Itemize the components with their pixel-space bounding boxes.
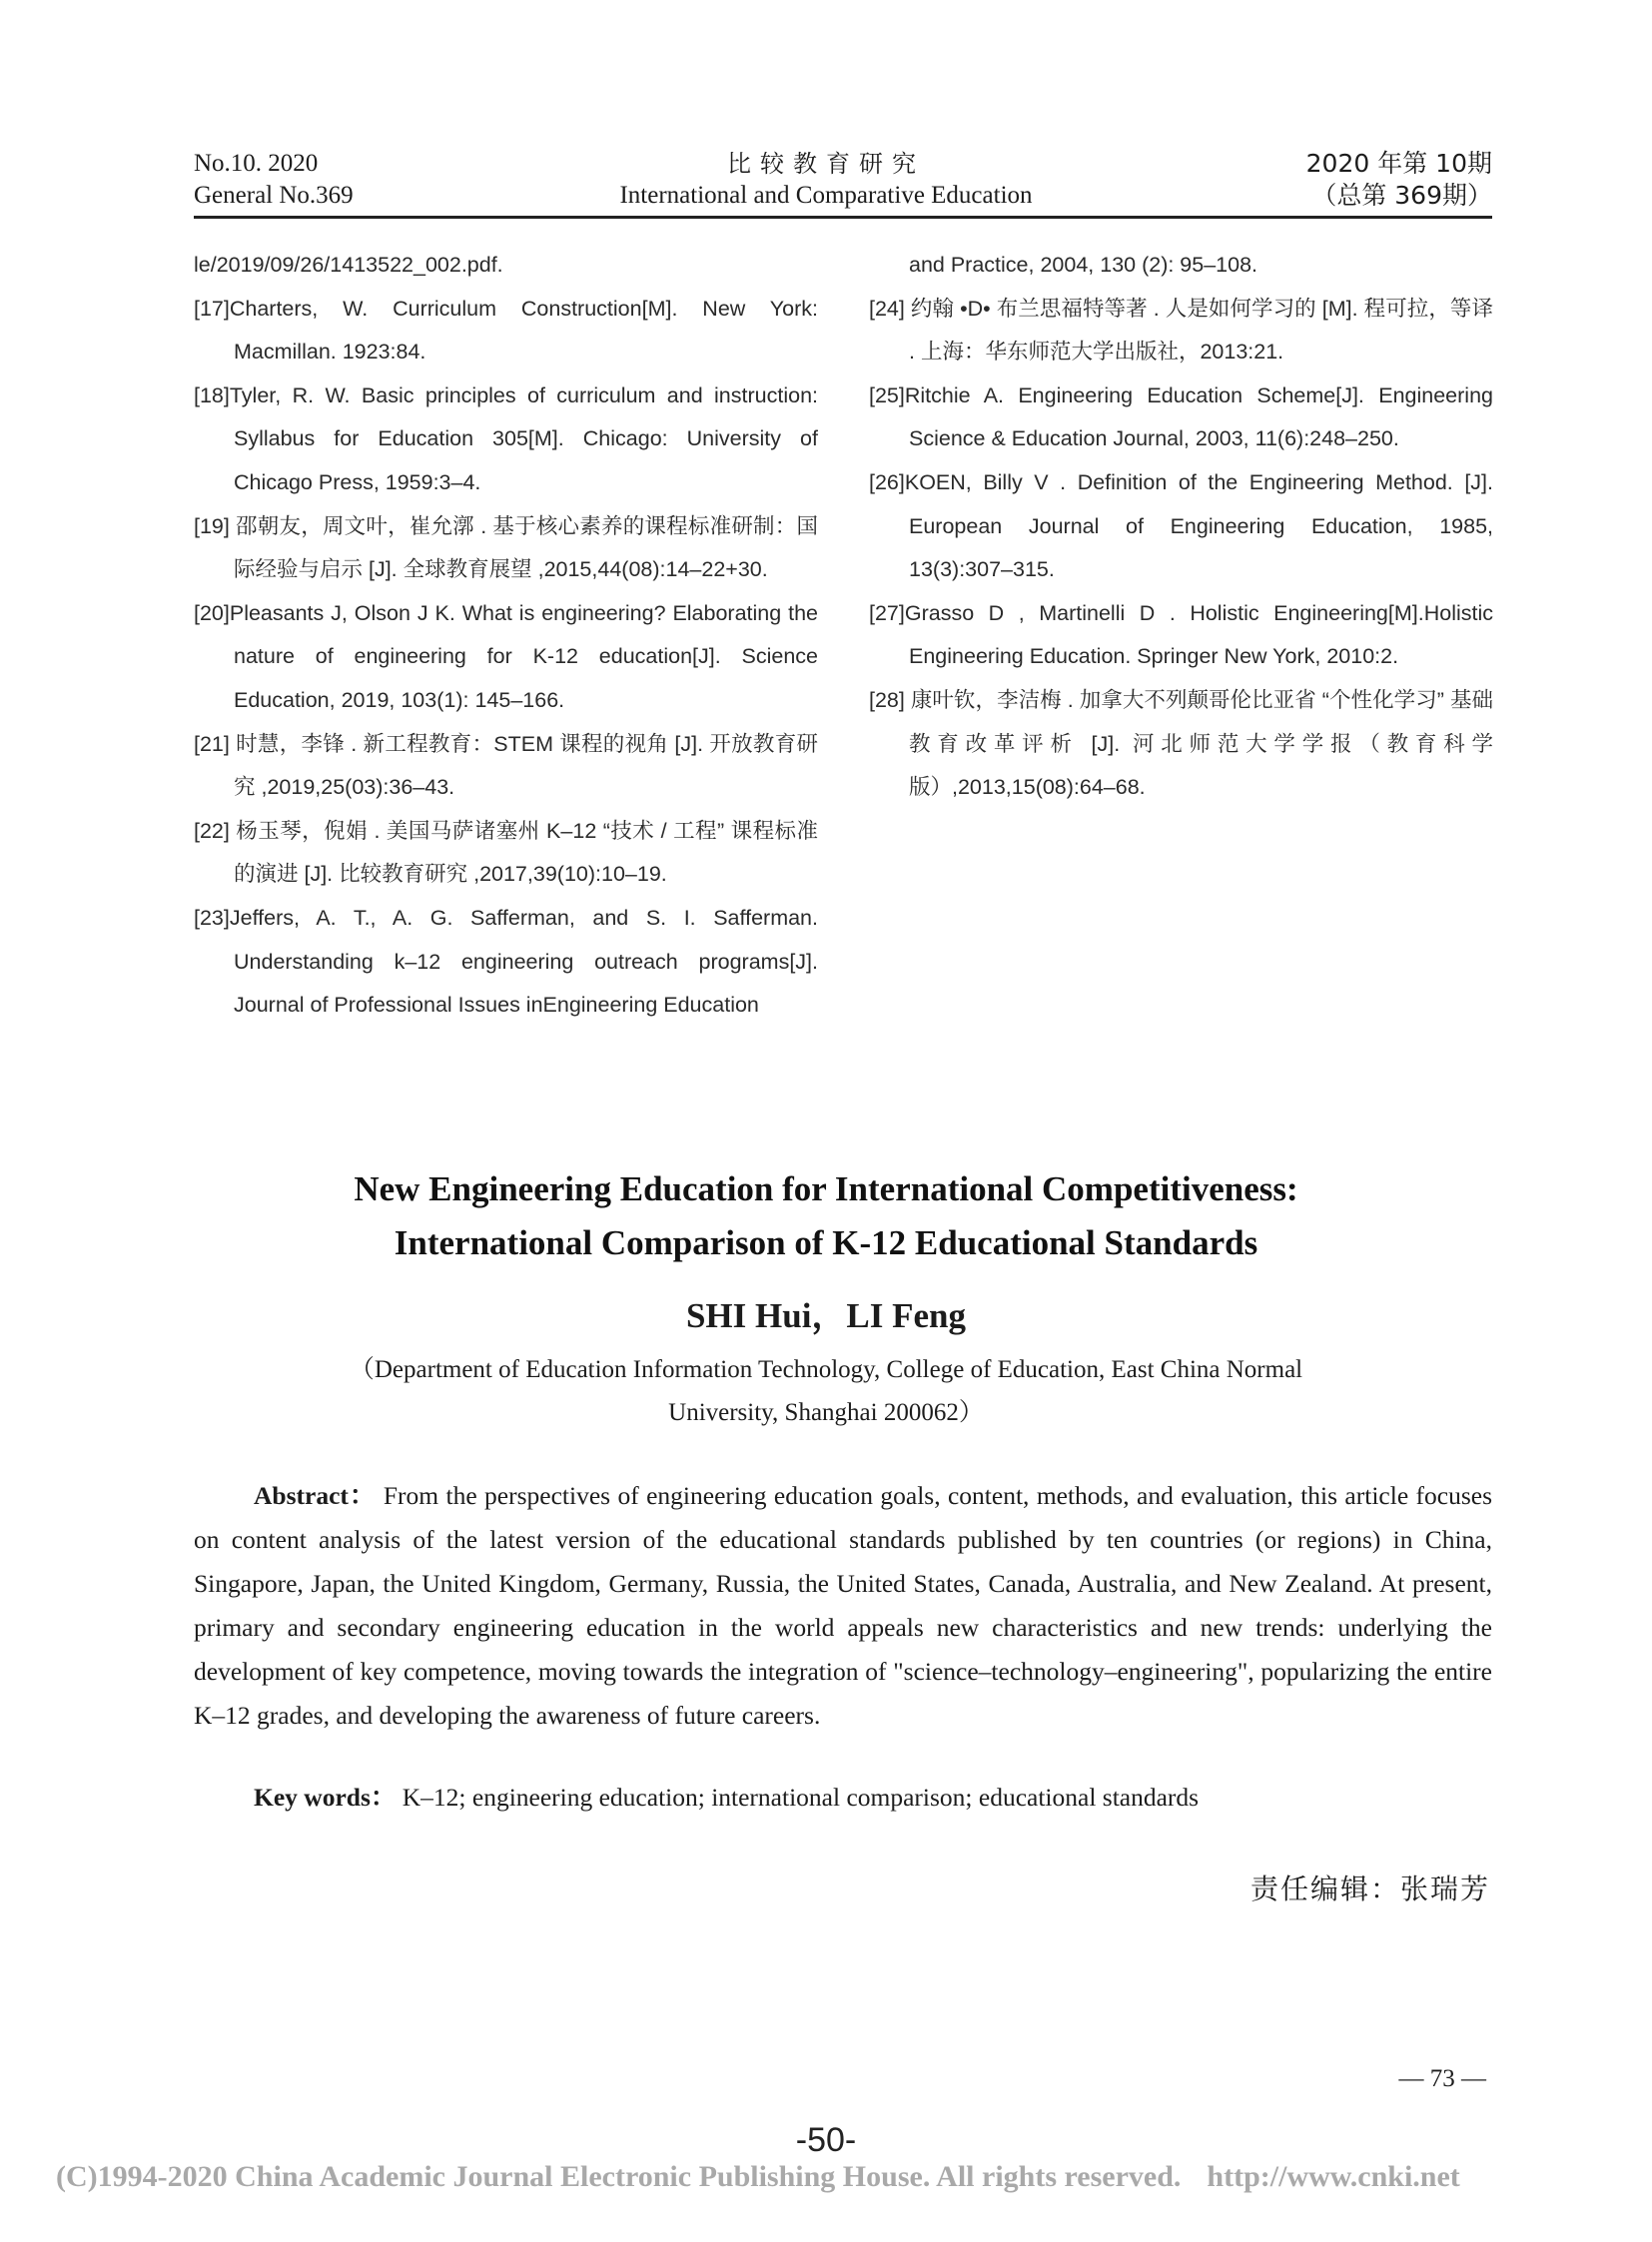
responsible-editor: 责任编辑：张瑞芳 (1249, 1872, 1490, 1905)
english-title (0, 1162, 1652, 1270)
journal-title-cn: 比较教育研究 (727, 150, 925, 178)
affiliation (0, 1348, 1652, 1434)
general-issue-cn: （总第 369期） (1311, 181, 1492, 210)
issue-number: No.10. 2020 (194, 150, 319, 177)
reference-entry: and Practice, 2004, 130 (2): 95–108. (909, 253, 1258, 277)
running-header-right (1306, 148, 1492, 212)
page-number: — 73 — (1398, 2065, 1486, 2092)
cnki-url: http://www.cnki.net (1207, 2160, 1460, 2193)
english-title-line2: International Comparison of K-12 Educational Standards (394, 1223, 1258, 1262)
reference-entry: [18]Tyler, R. W. Basic principles of curriculum and instruction: Syllabus for Education 305[M]. Chicago: University of Chicago Press, 1959:3–4. (194, 382, 818, 494)
keywords-label: Key words： (254, 1783, 397, 1812)
reference-entry: [26]KOEN, Billy V . Definition of the Engineering Method. [J]. European Journal of Engineering Education, 1985, 13(3):307–315. (869, 469, 1493, 582)
reference-entry: [27]Grasso D , Martinelli D . Holistic Engineering[M].Holistic Engineering Education. Springer New York, 2010:2. (869, 600, 1493, 669)
copyright-notice (56, 2160, 1460, 2194)
stamp-number: -50- (795, 2121, 857, 2159)
reference-entry: le/2019/09/26/1413522_002.pdf. (194, 253, 503, 277)
reference-entry: [21] 时慧，李锋 . 新工程教育：STEM 课程的视角 [J]. 开放教育研究 ,2019,25(03):36–43. (194, 731, 818, 800)
authors: SHI Hui，LI Feng (685, 1296, 967, 1335)
reference-entry: [19] 邵朝友，周文叶，崔允漷 . 基于核心素养的课程标准研制：国际经验与启示 [J]. 全球教育展望 ,2015,44(08):14–22+30. (194, 513, 818, 582)
reference-entry: [28] 康叶钦，李洁梅 . 加拿大不列颠哥伦比亚省 “个性化学习” 基础教育改革评析 [J]. 河北师范大学学报（教育科学版）,2013,15(08):64–68. (869, 687, 1493, 800)
header-rule (194, 216, 1492, 219)
reference-entry: [24] 约翰 •D• 布兰思福特等著 . 人是如何学习的 [M]. 程可拉，等译 . 上海：华东师范大学出版社，2013:21. (869, 296, 1493, 365)
journal-title-en: International and Comparative Education (619, 182, 1033, 209)
reference-entry: [17]Charters, W. Curriculum Construction[M]. New York: Macmillan. 1923:84. (194, 296, 818, 365)
issue-cn: 2020 年第 10期 (1305, 149, 1492, 178)
references-right-column (869, 244, 1493, 810)
abstract-text: From the perspectives of engineering education goals, content, methods, and evaluation, this article focuses on content analysis of the latest version of the educational standards published by ten countries (or regions) in China, Singapore, Japan, the United Kingdom, Germany, Russia, the United States, Canada, Australia, and New Zealand. At present, primary and secondary engineering education in the world appeals new characteristics and new trends: underlying the development of key competence, moving towards the integration of "science–technology–engineering", popularizing the entire K–12 grades, and developing the awareness of future careers. (194, 1481, 1493, 1730)
abstract-label: Abstract： (254, 1481, 377, 1510)
references-left-column (194, 244, 818, 1028)
english-title-line1: New Engineering Education for International Competitiveness: (354, 1169, 1298, 1208)
reference-entry: [20]Pleasants J, Olson J K. What is engineering? Elaborating the nature of engineering for K-12 education[J]. Science Education, 2019, 103(1): 145–166. (194, 600, 818, 712)
keywords (254, 1776, 1199, 1820)
reference-entry: [25]Ritchie A. Engineering Education Scheme[J]. Engineering Science & Education Journal, 2003, 11(6):248–250. (869, 382, 1493, 451)
abstract (194, 1474, 1492, 1738)
reference-entry: [22] 杨玉琴，倪娟 . 美国马萨诸塞州 K–12 “技术 / 工程” 课程标准的演进 [J]. 比较教育研究 ,2017,39(10):10–19. (194, 818, 818, 887)
copyright-text: (C)1994-2020 China Academic Journal Electronic Publishing House. All rights reserved. (56, 2160, 1182, 2193)
affiliation-line2: University, Shanghai 200062） (668, 1399, 984, 1426)
keywords-text: K–12; engineering education; international comparison; educational standards (402, 1783, 1200, 1812)
general-number: General No.369 (194, 182, 354, 209)
affiliation-line1: （Department of Education Information Technology, College of Education, East China Normal (349, 1356, 1303, 1383)
reference-entry: [23]Jeffers, A. T., A. G. Safferman, and S. I. Safferman. Understanding k–12 engineering outreach programs[J]. Journal of Professional Issues inEngineering Education (194, 905, 818, 1018)
